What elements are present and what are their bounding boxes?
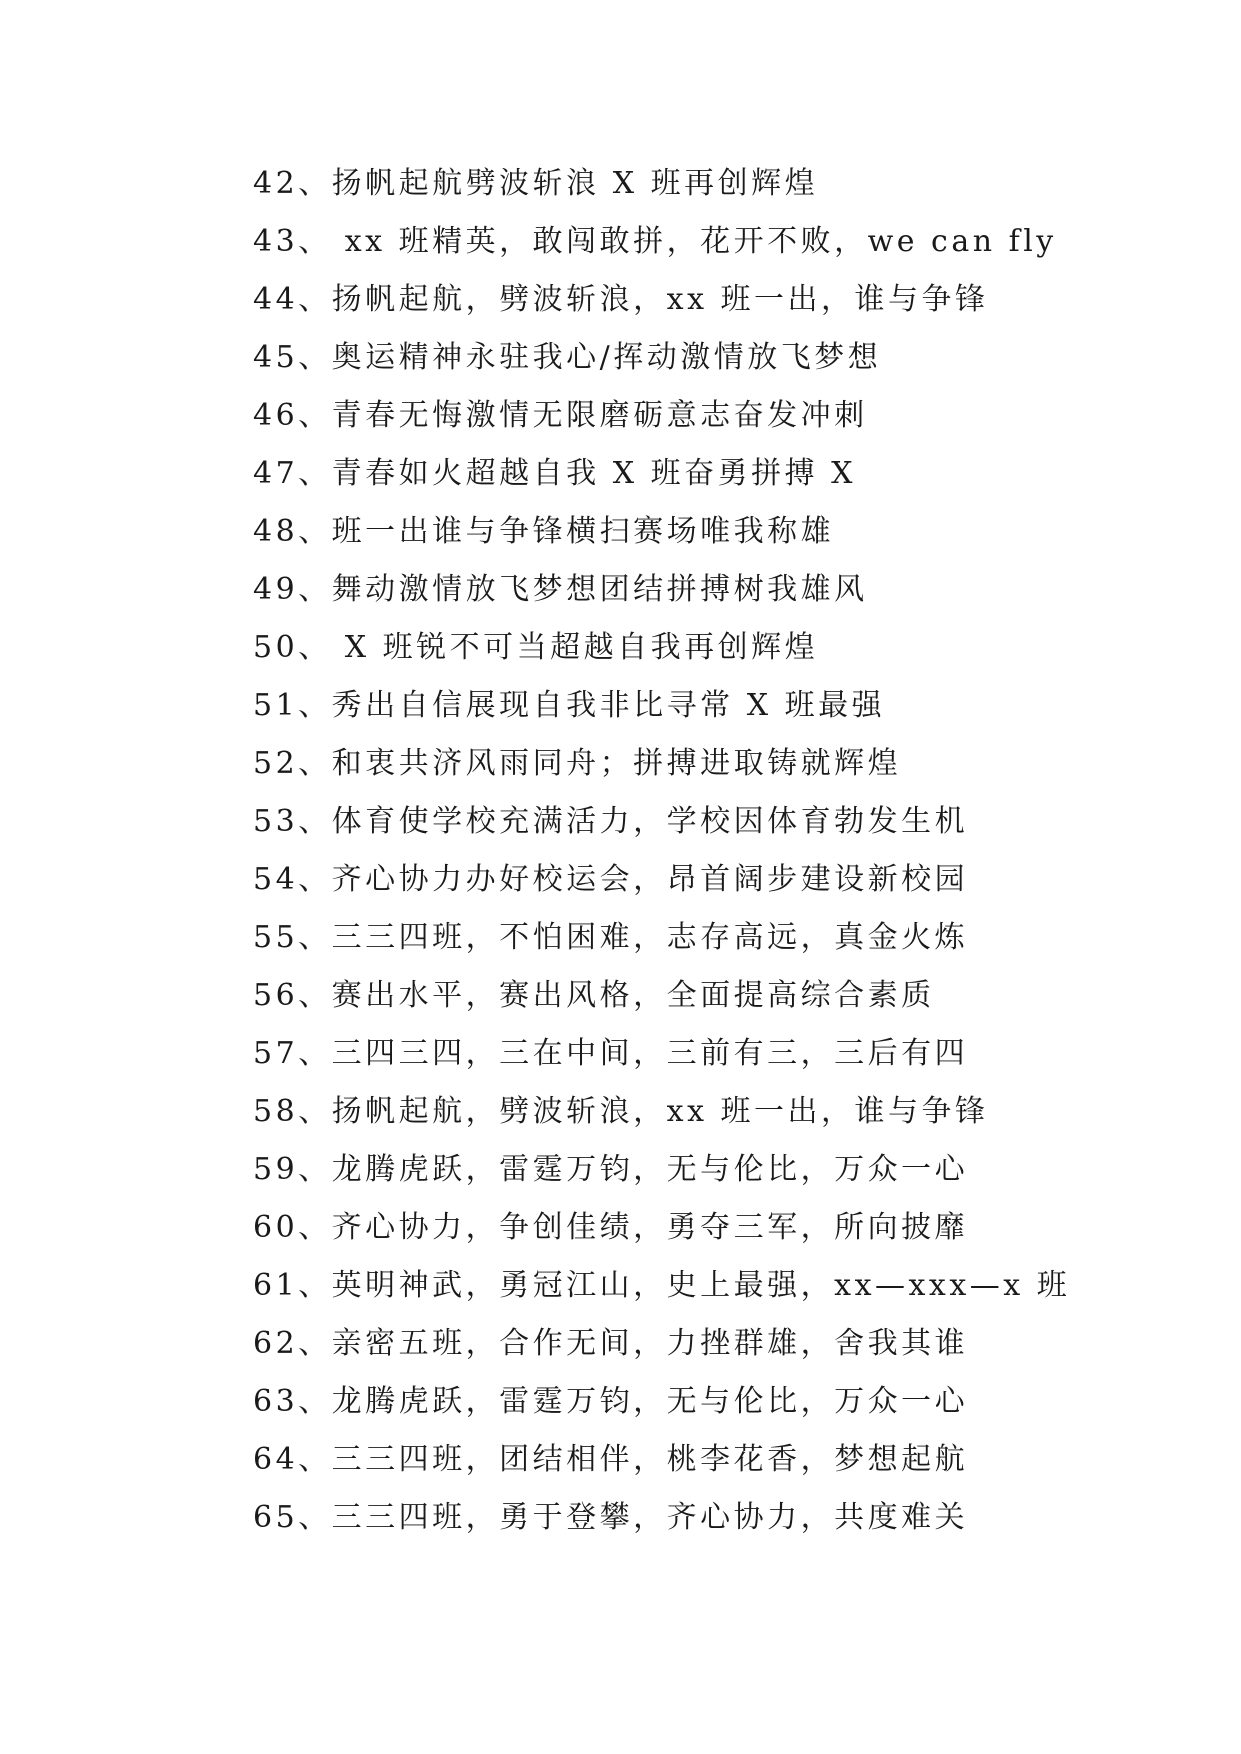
slogan-item-64: 64、三三四班，团结相伴，桃李花香，梦想起航 xyxy=(253,1442,969,1477)
slogan-item-49: 49、舞动激情放飞梦想团结拼搏树我雄风 xyxy=(253,572,868,607)
slogan-item-55: 55、三三四班，不怕困难，志存高远，真金火炼 xyxy=(253,920,969,955)
slogan-item-61: 61、英明神武，勇冠江山，史上最强，xx—xxx—x 班 xyxy=(253,1268,1071,1303)
slogan-item-62: 62、亲密五班，合作无间，力挫群雄，舍我其谁 xyxy=(253,1326,969,1361)
slogan-item-65: 65、三三四班，勇于登攀，齐心协力，共度难关 xyxy=(253,1500,969,1535)
slogan-item-53: 53、体育使学校充满活力，学校因体育勃发生机 xyxy=(253,804,969,839)
slogan-item-51: 51、秀出自信展现自我非比寻常 X 班最强 xyxy=(253,688,886,723)
slogan-item-57: 57、三四三四，三在中间，三前有三，三后有四 xyxy=(253,1036,969,1071)
slogan-item-58: 58、扬帆起航，劈波斩浪，xx 班一出，谁与争锋 xyxy=(253,1094,989,1129)
slogan-item-54: 54、齐心协力办好校运会，昂首阔步建设新校园 xyxy=(253,862,969,897)
slogan-item-47: 47、青春如火超越自我 X 班奋勇拼搏 X xyxy=(253,456,856,491)
slogan-item-48: 48、班一出谁与争锋横扫赛场唯我称雄 xyxy=(253,514,835,549)
slogan-item-50: 50、 X 班锐不可当超越自我再创辉煌 xyxy=(253,630,819,665)
slogan-item-45: 45、奥运精神永驻我心/挥动激情放飞梦想 xyxy=(253,340,882,375)
slogan-item-43: 43、 xx 班精英，敢闯敢拼，花开不败，we can fly xyxy=(253,224,1057,259)
slogan-item-52: 52、和衷共济风雨同舟；拼搏进取铸就辉煌 xyxy=(253,746,902,781)
slogan-item-63: 63、龙腾虎跃，雷霆万钧，无与伦比，万众一心 xyxy=(253,1384,969,1419)
slogan-item-42: 42、扬帆起航劈波斩浪 X 班再创辉煌 xyxy=(253,166,819,201)
slogan-item-60: 60、齐心协力，争创佳绩，勇夺三军，所向披靡 xyxy=(253,1210,969,1245)
slogan-item-59: 59、龙腾虎跃，雷霆万钧，无与伦比，万众一心 xyxy=(253,1152,969,1187)
slogan-item-44: 44、扬帆起航，劈波斩浪，xx 班一出，谁与争锋 xyxy=(253,282,989,317)
slogan-item-46: 46、青春无悔激情无限磨砺意志奋发冲刺 xyxy=(253,398,868,433)
slogan-list xyxy=(253,155,1153,1547)
slogan-item-56: 56、赛出水平，赛出风格，全面提高综合素质 xyxy=(253,978,935,1013)
